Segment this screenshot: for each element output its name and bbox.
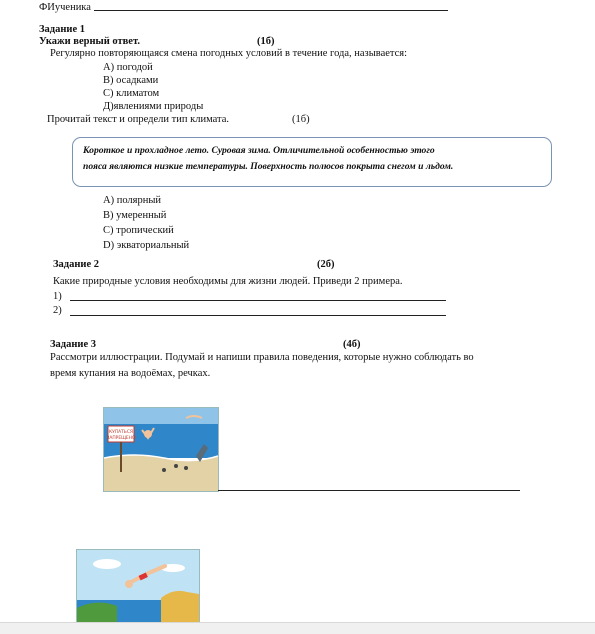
climate-passage-line-1: Короткое и прохладное лето. Суровая зима. Отличительной особенностью этого — [83, 145, 435, 156]
climate-text-prompt: Прочитай текст и определи тип климата. — [47, 114, 230, 125]
climate-option-d[interactable]: D) экваториальный — [103, 240, 190, 251]
task1-option-a[interactable]: А) погодой — [103, 62, 153, 73]
task1-question: Регулярно повторяющаяся смена погодных условий в течение года, называется: — [50, 48, 408, 59]
beach-scene-icon — [104, 408, 218, 491]
task1-title: Задание 1 — [39, 24, 85, 35]
task1-option-b[interactable]: В) осадками — [103, 75, 159, 86]
task1-option-d[interactable]: Д)явлениями природы — [103, 101, 204, 112]
sign-text-2: ЗАПРЕЩЕНО — [106, 436, 136, 441]
task3-points: (4б) — [343, 339, 361, 350]
task2-title: Задание 2 — [53, 259, 99, 270]
illustration-diving — [76, 549, 200, 625]
task2-question: Какие природные условия необходимы для жизни людей. Приведи 2 примера. — [53, 276, 403, 287]
task3-title: Задание 3 — [50, 339, 96, 350]
task1-points: (1б) — [257, 36, 275, 47]
task2-points: (2б) — [317, 259, 335, 270]
task1-option-c[interactable]: С) климатом — [103, 88, 160, 99]
diving-scene-icon — [77, 550, 199, 624]
student-name-line[interactable] — [94, 10, 448, 11]
student-name-label: ФИученика — [39, 2, 91, 13]
task2-answer-2-label: 2) — [53, 305, 62, 316]
climate-passage-line-2: пояса являются низкие температуры. Поверхность полюсов покрыта снегом и льдом. — [83, 161, 454, 172]
climate-passage — [83, 143, 543, 175]
task2-answer-2-line[interactable] — [70, 315, 446, 316]
task3-question-line-2: время купания на водоёмах, речках. — [50, 368, 211, 379]
climate-option-a[interactable]: А) полярный — [103, 195, 162, 206]
sign-text-1: КУПАТЬСЯ — [109, 430, 133, 435]
climate-text-points: (1б) — [292, 114, 310, 125]
viewer-bottom-bar — [0, 622, 595, 634]
climate-option-c[interactable]: С) тропический — [103, 225, 174, 236]
task1-subtitle: Укажи верный ответ. — [39, 36, 140, 47]
climate-passage-box — [72, 137, 552, 187]
task2-answer-1-label: 1) — [53, 291, 62, 302]
task3-answer-line-1[interactable] — [218, 490, 520, 491]
task2-answer-1-line[interactable] — [70, 300, 446, 301]
task3-question-line-1: Рассмотри иллюстрации. Подумай и напиши правила поведения, которые нужно соблюдать во — [50, 352, 474, 363]
illustration-beach-sign — [103, 407, 219, 492]
climate-option-b[interactable]: В) умеренный — [103, 210, 167, 221]
